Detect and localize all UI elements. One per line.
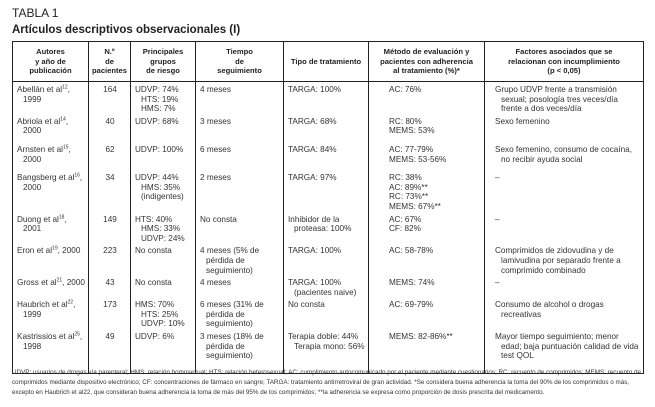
cell-risk: UDVP: 68% bbox=[131, 114, 196, 142]
cell-method: AC: 77-79% MEMS: 53-56% bbox=[369, 142, 485, 170]
cell-treatment: TARGA: 100% (pacientes naive) bbox=[284, 275, 369, 297]
table-row bbox=[13, 212, 644, 244]
cell-risk: No consta bbox=[131, 275, 196, 297]
header-authors: Autores y año de publicación bbox=[13, 42, 89, 82]
cell-method: AC: 58-78% bbox=[369, 243, 485, 275]
cell-method: MEMS: 74% bbox=[369, 275, 485, 297]
cell-treatment: TARGA: 100% bbox=[284, 243, 369, 275]
table-row bbox=[13, 275, 644, 297]
cell-n: 164 bbox=[89, 82, 131, 114]
header-treatment: Tipo de tratamiento bbox=[284, 42, 369, 82]
header-factors: Factores asociados que se relacionan con incumplimiento (p < 0,05) bbox=[485, 42, 644, 82]
cell-time: 4 meses (5% de pérdida de seguimiento) bbox=[196, 243, 284, 275]
cell-method: RC: 80% MEMS: 53% bbox=[369, 114, 485, 142]
cell-treatment: Inhibidor de la proteasa: 100% bbox=[284, 212, 369, 244]
cell-time: No consta bbox=[196, 212, 284, 244]
cell-risk: UDVP: 6% bbox=[131, 329, 196, 373]
cell-factors: Comprimidos de zidovudina y de lamivudina por separado frente a comprimido combinado bbox=[485, 243, 644, 275]
cell-risk: UDVP: 44% HMS: 35% (indigentes) bbox=[131, 170, 196, 211]
cell-time: 6 meses bbox=[196, 142, 284, 170]
cell-time: 4 meses bbox=[196, 82, 284, 114]
cell-time: 4 meses bbox=[196, 275, 284, 297]
cell-n: 40 bbox=[89, 114, 131, 142]
table-row bbox=[13, 142, 644, 170]
table-row bbox=[13, 243, 644, 275]
cell-factors: Sexo femenino bbox=[485, 114, 644, 142]
cell-time: 2 meses bbox=[196, 170, 284, 211]
table-title: Artículos descriptivos observacionales (I) bbox=[12, 24, 241, 36]
table-row bbox=[13, 170, 644, 211]
cell-treatment: TARGA: 100% bbox=[284, 82, 369, 114]
cell-treatment: TARGA: 97% bbox=[284, 170, 369, 211]
table-row bbox=[13, 329, 644, 373]
cell-n: 223 bbox=[89, 243, 131, 275]
table-row bbox=[13, 297, 644, 329]
cell-author: Duong et $al^{18}$, 2001 bbox=[13, 212, 89, 244]
cell-treatment: No consta bbox=[284, 297, 369, 329]
cell-risk: UDVP: 74% HTS: 19% HMS: 7% bbox=[131, 82, 196, 114]
cell-author: Eron et $al^{19}$, 2000 bbox=[13, 243, 89, 275]
cell-author: Abellán et $al^{12}$, 1999 bbox=[13, 82, 89, 114]
cell-method: AC: 76% bbox=[369, 82, 485, 114]
header-method: Método de evaluación y pacientes con adherencia al tratamiento (%)* bbox=[369, 42, 485, 82]
cell-n: 34 bbox=[89, 170, 131, 211]
table-row bbox=[13, 82, 644, 114]
header-row bbox=[13, 42, 644, 82]
cell-time: 6 meses (31% de pérdida de seguimiento) bbox=[196, 297, 284, 329]
cell-method: RC: 38% AC: 89%** RC: 73%** MEMS: 67%** bbox=[369, 170, 485, 211]
cell-method: AC: 69-79% bbox=[369, 297, 485, 329]
header-n: N.º de pacientes bbox=[89, 42, 131, 82]
cell-factors: – bbox=[485, 170, 644, 211]
header-risk: Principales grupos de riesgo bbox=[131, 42, 196, 82]
cell-author: Haubrich et $al^{22}$, 1999 bbox=[13, 297, 89, 329]
cell-factors: Sexo femenino, consumo de cocaína, no recibir ayuda social bbox=[485, 142, 644, 170]
cell-author: Kastrissios et $al^{25}$, 1998 bbox=[13, 329, 89, 373]
cell-risk: HTS: 40% HMS: 33% UDVP: 24% bbox=[131, 212, 196, 244]
cell-risk: No consta bbox=[131, 243, 196, 275]
cell-treatment: TARGA: 84% bbox=[284, 142, 369, 170]
cell-author: Arnsten et $al^{15}$, 2000 bbox=[13, 142, 89, 170]
cell-method: MEMS: 82-86%** bbox=[369, 329, 485, 373]
header-time: Tiempo de seguimiento bbox=[196, 42, 284, 82]
cell-author: Abriola et $al^{14}$, 2000 bbox=[13, 114, 89, 142]
cell-time: 3 meses bbox=[196, 114, 284, 142]
cell-factors: – bbox=[485, 275, 644, 297]
descriptive-studies-table bbox=[12, 41, 644, 374]
cell-factors: Consumo de alcohol o drogas recreativas bbox=[485, 297, 644, 329]
cell-time: 3 meses (18% de pérdida de seguimiento) bbox=[196, 329, 284, 373]
cell-risk: UDVP: 100% bbox=[131, 142, 196, 170]
table-label: TABLA 1 bbox=[12, 6, 59, 20]
cell-treatment: TARGA: 68% bbox=[284, 114, 369, 142]
cell-risk: HMS: 70% HTS: 25% UDVP: 10% bbox=[131, 297, 196, 329]
cell-n: 149 bbox=[89, 212, 131, 244]
cell-author: Gross et $al^{21}$, 2000 bbox=[13, 275, 89, 297]
cell-n: 173 bbox=[89, 297, 131, 329]
cell-factors: Mayor tiempo seguimiento; menor edad; baja puntuación calidad de vida test QOL bbox=[485, 329, 644, 373]
cell-n: 62 bbox=[89, 142, 131, 170]
cell-factors: – bbox=[485, 212, 644, 244]
cell-n: 43 bbox=[89, 275, 131, 297]
cell-author: Bangsberg et $al^{16}$, 2000 bbox=[13, 170, 89, 211]
cell-treatment: Terapia doble: 44% Terapia mono: 56% bbox=[284, 329, 369, 373]
table-row bbox=[13, 114, 644, 142]
table-footnote: UDVP: usuarios de drogas vía parenteral; HMS: relación homosexual; HTS: relación heterosexual; AC: cumplimiento autocomunicado por el paciente mediante cuestionarios; RC: recuento de comprimidos; MEMS: recuento de comprimidos mediante dispositivo electrónico; CF: concentraciones de fármaco en sangre; TARGA: tratamiento antirretroviral de gran actividad. *Se considera buena adherencia la toma del 90% de los comprimidos o más, excepto en Haubrich et al22, que consideran buena adherencia la toma de más del 95% de los comprimidos; **la adherencia se expresa como proporción de dosis prescrita del medicamento. bbox=[12, 369, 641, 396]
cell-n: 49 bbox=[89, 329, 131, 373]
cell-factors: Grupo UDVP frente a transmisión sexual; posología tres veces/día frente a dos veces/día bbox=[485, 82, 644, 114]
cell-method: AC: 67% CF: 82% bbox=[369, 212, 485, 244]
